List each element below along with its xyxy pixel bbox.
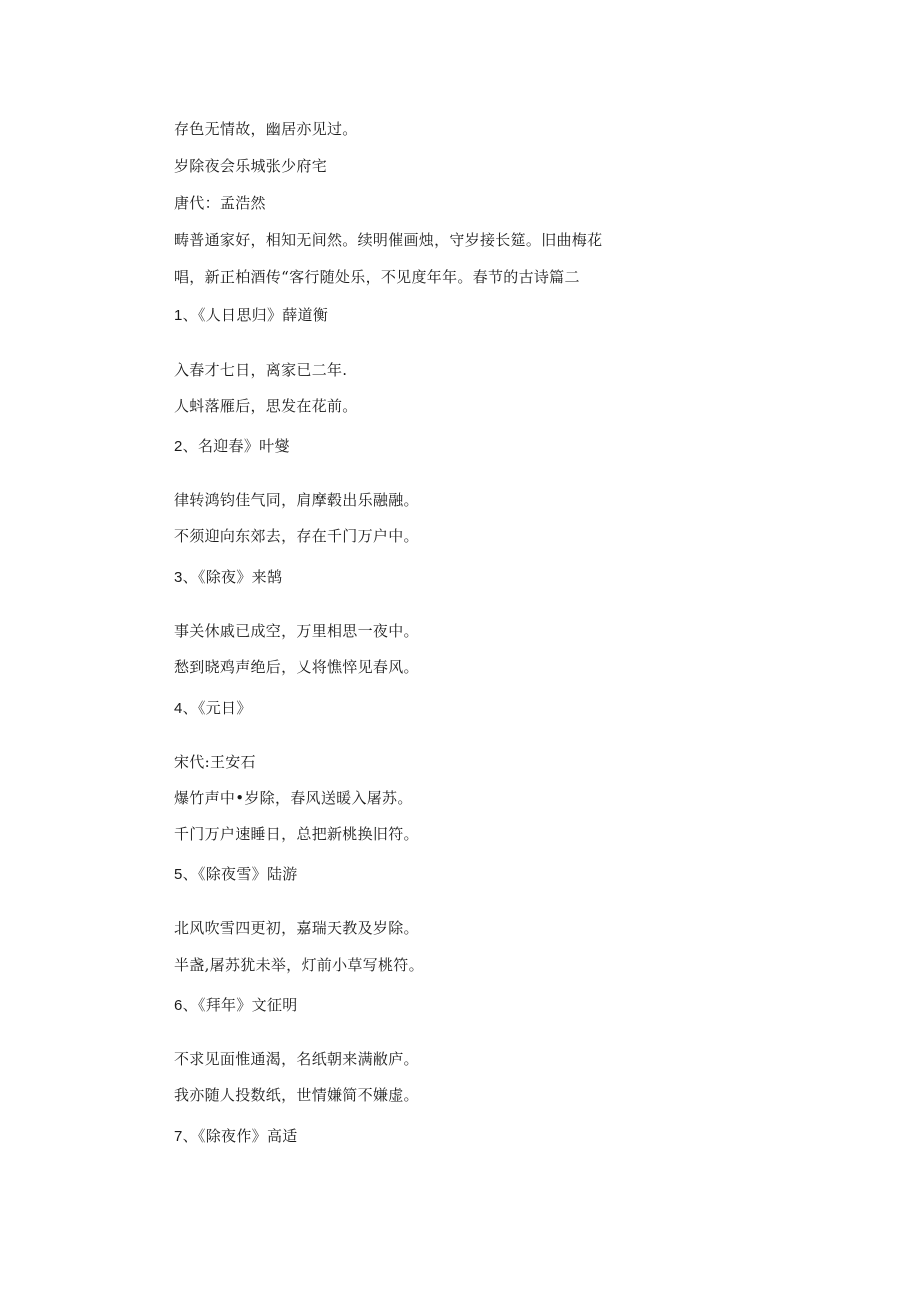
poem-number: 1、 (174, 307, 198, 324)
poem-number: 3、 (174, 569, 198, 586)
poem-line: 愁到晓鸡声绝后，乂将憔悴见春风。 (174, 658, 419, 676)
poem-line: 千门万户速睡日，总把新桃换旧符。 (174, 825, 419, 843)
poem-heading (174, 1126, 298, 1147)
poem-heading-title: 《元日》 (197, 699, 252, 717)
poem-line: 人蚪落雁后，思发在花前。 (174, 397, 358, 415)
poem-line: 律转鸿钧佳气同，肩摩毂出乐融融。 (174, 491, 419, 509)
poem-number: 2、 (174, 438, 198, 455)
poem-heading-title: 《除夜雪》陆游 (197, 865, 298, 883)
poem-heading-title: 《人日思归》薛道衡 (197, 306, 329, 324)
poem-number: 4、 (174, 700, 198, 717)
poem-line: 爆竹声中•岁除，春风送暖入屠苏。 (174, 789, 413, 807)
poem-heading (174, 436, 290, 457)
poem-heading-title: 《拜年》文征明 (197, 996, 298, 1014)
poem-heading (174, 698, 252, 719)
poem-heading-title: 《除夜作》高适 (197, 1127, 298, 1145)
poem-line: 半盏,屠苏犹未举，灯前小草写桃符。 (174, 956, 424, 974)
author-line: 宋代:王安石 (174, 753, 256, 771)
poem-line: 不求见面惟通渴，名纸朝来满敝庐。 (174, 1050, 419, 1068)
poem-line: 北风吹雪四更初，嘉瑞天教及岁除。 (174, 919, 419, 937)
poem-number: 5、 (174, 866, 198, 883)
text-line: 畴普通家好，相知无间然。续明催画烛，守岁接长筵。旧曲梅花 (174, 231, 603, 249)
author-line: 唐代：孟浩然 (174, 194, 266, 212)
text-line: 唱，新正柏酒传“客行随处乐，不见度年年。春节的古诗篇二 (174, 268, 580, 286)
poem-line: 不须迎向东郊去，存在千门万户中。 (174, 527, 419, 545)
poem-line: 我亦随人投数纸，世情嫌简不嫌虚。 (174, 1086, 419, 1104)
text-line: 存色无情故，幽居亦见过。 (174, 120, 358, 138)
poem-line: 事关休戚已成空，万里相思一夜中。 (174, 622, 419, 640)
poem-title: 岁除夜会乐城张少府宅 (174, 157, 328, 175)
poem-number: 7、 (174, 1128, 198, 1145)
poem-heading (174, 567, 282, 588)
poem-line: 入春才七日，离家已二年. (174, 361, 348, 379)
poem-heading (174, 305, 328, 326)
poem-heading-title: 名迎春》叶燮 (197, 437, 290, 455)
poem-heading (174, 995, 298, 1016)
poem-number: 6、 (174, 997, 198, 1014)
poem-heading-title: 《除夜》来鹄 (197, 568, 283, 586)
poem-heading (174, 864, 298, 885)
